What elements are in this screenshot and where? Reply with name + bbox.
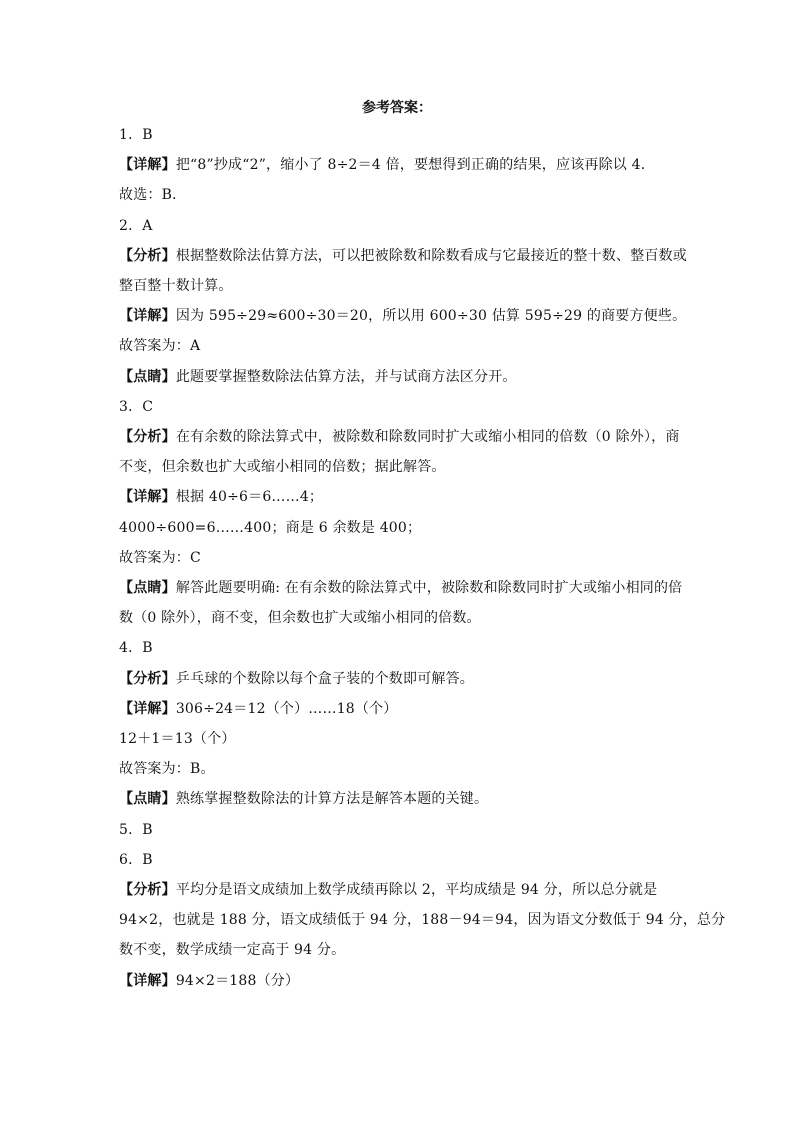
section-tag: 【分析】 bbox=[119, 429, 176, 446]
section-tag: 【详解】 bbox=[119, 157, 176, 174]
section-tag: 【点睛】 bbox=[119, 580, 176, 597]
line-text: 平均分是语文成绩加上数学成绩再除以 2，平均成绩是 94 分，所以总分就是 bbox=[175, 882, 658, 899]
line-text: 1．B bbox=[119, 127, 153, 143]
answer-line bbox=[119, 935, 675, 965]
line-text: 此题要掌握整数除法估算方法，并与试商方法区分开。 bbox=[175, 368, 517, 385]
line-text: 整百整十数计算。 bbox=[119, 278, 233, 295]
answer-line bbox=[119, 754, 675, 784]
section-tag: 【分析】 bbox=[119, 247, 176, 264]
section-tag: 【点睛】 bbox=[119, 368, 176, 385]
answer-line bbox=[119, 724, 675, 754]
answer-line bbox=[119, 966, 675, 996]
answer-line bbox=[119, 875, 675, 905]
answer-line bbox=[119, 392, 675, 422]
line-text: 94×2，也就是 188 分，语文成绩低于 94 分，188－94＝94，因为语文分数低于 94 分，总分 bbox=[119, 912, 726, 929]
line-text: 不变，但余数也扩大或缩小相同的倍数；据此解答。 bbox=[119, 459, 446, 476]
answer-content bbox=[119, 120, 726, 996]
answer-line bbox=[119, 784, 675, 814]
answer-line bbox=[119, 543, 675, 573]
answer-line bbox=[119, 241, 688, 271]
answer-line bbox=[119, 664, 675, 694]
line-text: 根据 40÷6＝6……4； bbox=[175, 489, 324, 506]
section-tag: 【分析】 bbox=[119, 670, 176, 687]
answer-line bbox=[119, 452, 675, 482]
line-text: 故答案为：B。 bbox=[119, 761, 215, 778]
answer-line bbox=[119, 422, 680, 452]
line-text: 306÷24＝12（个）……18（个） bbox=[175, 700, 398, 717]
line-text: 数（0 除外），商不变，但余数也扩大或缩小相同的倍数。 bbox=[119, 610, 481, 627]
answer-line bbox=[119, 845, 675, 875]
line-text: 把“8”抄成“2”，缩小了 8÷2＝4 倍，要想得到正确的结果，应该再除以 4． bbox=[175, 157, 655, 174]
answer-line bbox=[119, 211, 675, 241]
line-text: 2．A bbox=[119, 217, 153, 234]
line-text: 乒乓球的个数除以每个盒子装的个数即可解答。 bbox=[175, 670, 475, 687]
section-tag: 【分析】 bbox=[119, 882, 176, 899]
answer-line bbox=[119, 331, 675, 361]
section-tag: 【详解】 bbox=[119, 700, 176, 717]
answer-line bbox=[119, 573, 683, 603]
section-tag: 【详解】 bbox=[119, 972, 176, 989]
line-text: 在有余数的除法算式中，被除数和除数同时扩大或缩小相同的倍数（0 除外），商 bbox=[175, 429, 680, 446]
answer-line bbox=[119, 815, 675, 845]
answer-line bbox=[119, 271, 675, 301]
section-tag: 【详解】 bbox=[119, 489, 176, 506]
section-tag: 【点睛】 bbox=[119, 791, 176, 808]
line-text: 根据整数除法估算方法，可以把被除数和除数看成与它最接近的整十数、整百数或 bbox=[175, 247, 688, 264]
line-text: 故答案为：C bbox=[119, 549, 201, 566]
line-text: 解答此题要明确: 在有余数的除法算式中，被除数和除数同时扩大或缩小相同的倍 bbox=[175, 580, 683, 597]
line-text: 4000÷600=6……400；商是 6 余数是 400； bbox=[119, 519, 422, 536]
line-text: 因为 595÷29≈600÷30＝20，所以用 600÷30 估算 595÷29 的商要方便些。 bbox=[175, 308, 687, 325]
answer-line bbox=[119, 120, 675, 150]
line-text: 12＋1＝13（个） bbox=[119, 731, 236, 748]
line-text: 4．B bbox=[119, 640, 153, 657]
page-title: 参考答案： bbox=[362, 100, 432, 116]
answer-line bbox=[119, 482, 675, 512]
line-text: 94×2＝188（分） bbox=[175, 972, 300, 989]
line-text: 故选：B． bbox=[119, 187, 187, 204]
answer-line bbox=[119, 150, 675, 180]
line-text: 熟练掌握整数除法的计算方法是解答本题的关键。 bbox=[175, 791, 489, 808]
line-text: 故答案为：A bbox=[119, 338, 201, 355]
line-text: 数不变，数学成绩一定高于 94 分。 bbox=[119, 942, 346, 959]
answer-line bbox=[119, 301, 687, 331]
answer-line bbox=[119, 180, 675, 210]
answer-line bbox=[119, 513, 675, 543]
answer-line bbox=[119, 633, 675, 663]
answer-line bbox=[119, 905, 726, 935]
answer-line bbox=[119, 362, 675, 392]
section-tag: 【详解】 bbox=[119, 308, 176, 325]
line-text: 3．C bbox=[119, 398, 154, 415]
line-text: 6．B bbox=[119, 851, 153, 868]
answer-line bbox=[119, 694, 675, 724]
line-text: 5．B bbox=[119, 821, 153, 838]
answer-line bbox=[119, 603, 675, 633]
